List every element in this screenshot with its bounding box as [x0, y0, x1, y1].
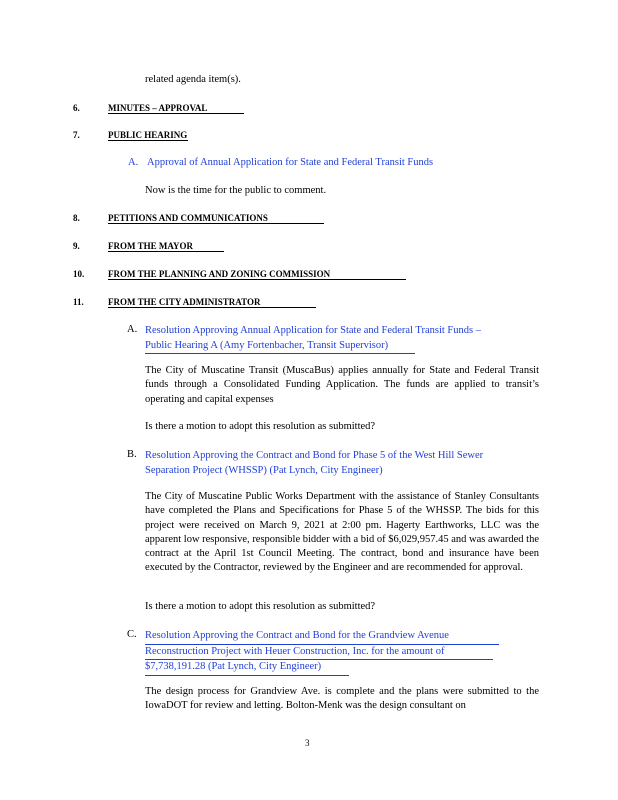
admin-item-b-letter: B.	[127, 449, 137, 460]
admin-item-b-title-line-2[interactable]: Separation Project (WHSSP) (Pat Lynch, City Engineer)	[145, 464, 383, 476]
admin-item-c-title-line-1[interactable]: Resolution Approving the Contract and Bond for the Grandview Avenue	[145, 629, 499, 645]
section-number-7: 7.	[73, 130, 80, 140]
public-hearing-item-letter: A.	[128, 157, 139, 168]
section-heading-planning-zoning: FROM THE PLANNING AND ZONING COMMISSION	[108, 269, 406, 280]
section-number-10: 10.	[73, 269, 85, 279]
admin-item-c-title-line-2[interactable]: Reconstruction Project with Heuer Construction, Inc. for the amount of	[145, 645, 493, 661]
admin-item-a-description: The City of Muscatine Transit (MuscaBus) applies annually for State and Federal Transit funds through a Consolidated Funding Application. The funds are applied to transit’s operating and capital expenses	[145, 365, 539, 405]
section-heading-mayor: FROM THE MAYOR	[108, 241, 224, 252]
admin-item-c-title-line-3[interactable]: $7,738,191.28 (Pat Lynch, City Engineer)	[145, 660, 349, 676]
admin-item-c-letter: C.	[127, 629, 137, 640]
section-number-9: 9.	[73, 241, 80, 251]
section-heading-public-hearing: PUBLIC HEARING	[108, 130, 188, 140]
intro-text: related agenda item(s).	[145, 74, 241, 85]
section-number-8: 8.	[73, 213, 80, 223]
admin-item-c-description: The design process for Grandview Ave. is complete and the plans were submitted to the IowaDOT for review and letting. Bolton-Menk was the design consultant on	[145, 686, 539, 712]
public-hearing-note: Now is the time for the public to comment.	[145, 185, 327, 196]
admin-item-b-motion: Is there a motion to adopt this resolution as submitted?	[145, 601, 376, 612]
section-heading-petitions: PETITIONS AND COMMUNICATIONS	[108, 213, 324, 224]
admin-item-c-title[interactable]	[145, 629, 499, 676]
public-hearing-item-title: Approval of Annual Application for State and Federal Transit Funds	[147, 157, 434, 168]
admin-item-b-title[interactable]	[145, 449, 541, 478]
page-number: 3	[305, 738, 310, 748]
section-number-11: 11.	[73, 297, 84, 307]
section-number-6: 6.	[73, 103, 80, 113]
section-heading-city-administrator: FROM THE CITY ADMINISTRATOR	[108, 297, 316, 308]
admin-item-b-description: The City of Muscatine Public Works Department with the assistance of Stanley Consultants have completed the Plans and Specifications for Phase 5 of the WHSSP. The bids for this project were received on March 9, 2021 at 2:00 pm. Hagerty Earthworks, LLC was the apparent low responsive, responsible bidder with a bid of $6,029,957.45 and was awarded the contract at the April 1st Council Meeting. The contract, bond and insurance have been executed by the Contractor, reviewed by the Engineer and are recommended for approval.	[145, 491, 539, 574]
admin-item-a-title-line-1[interactable]: Resolution Approving Annual Application for State and Federal Transit Funds –	[145, 325, 481, 336]
admin-item-a-title-line-2[interactable]: Public Hearing A (Amy Fortenbacher, Transit Supervisor)	[145, 339, 415, 355]
admin-item-a-letter: A.	[127, 324, 138, 335]
admin-item-a-motion: Is there a motion to adopt this resolution as submitted?	[145, 421, 376, 432]
admin-item-a-title[interactable]	[145, 324, 541, 354]
section-heading-minutes: MINUTES – APPROVAL	[108, 103, 244, 114]
admin-item-b-title-line-1[interactable]: Resolution Approving the Contract and Bond for Phase 5 of the West Hill Sewer	[145, 450, 484, 461]
